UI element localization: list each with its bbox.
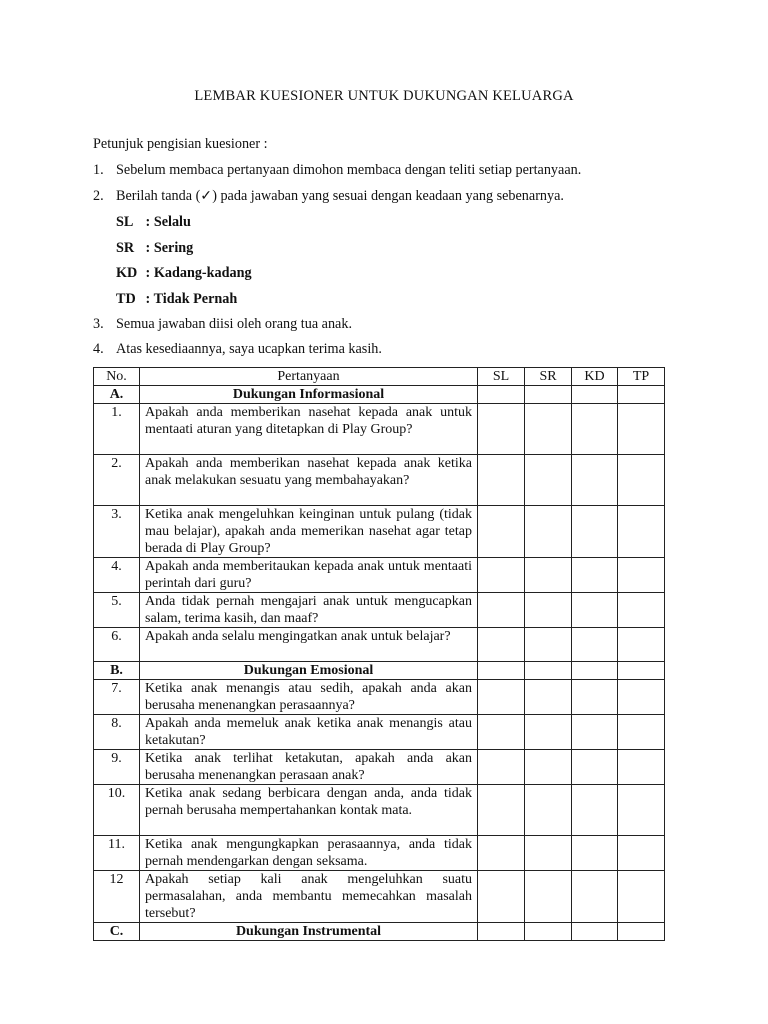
code-separator: : bbox=[142, 240, 154, 256]
answer-cell-kd[interactable] bbox=[572, 455, 618, 506]
question-number: 10. bbox=[94, 785, 140, 836]
table-row bbox=[94, 750, 665, 785]
question-text: Apakah anda selalu mengingatkan anak untuk belajar? bbox=[140, 628, 478, 662]
answer-cell-tp[interactable] bbox=[618, 715, 665, 750]
answer-cell-sl[interactable] bbox=[478, 455, 525, 506]
code-abbr: SR bbox=[116, 240, 135, 256]
answer-cell-sr[interactable] bbox=[525, 558, 572, 593]
table-row bbox=[94, 455, 665, 506]
question-text: Apakah anda memberikan nasehat kepada anak untuk mentaati aturan yang ditetapkan di Play Group? bbox=[140, 404, 478, 455]
answer-cell[interactable] bbox=[478, 923, 525, 941]
question-number: 3. bbox=[94, 506, 140, 558]
question-text: Apakah anda memberitaukan kepada anak untuk mentaati perintah dari guru? bbox=[140, 558, 478, 593]
question-number: 11. bbox=[94, 836, 140, 871]
section-title: Dukungan Instrumental bbox=[140, 923, 478, 941]
answer-cell-sr[interactable] bbox=[525, 680, 572, 715]
question-number: 9. bbox=[94, 750, 140, 785]
section-letter: A. bbox=[94, 386, 140, 404]
table-row bbox=[94, 836, 665, 871]
table-row bbox=[94, 628, 665, 662]
section-letter: C. bbox=[94, 923, 140, 941]
header-question: Pertanyaan bbox=[140, 368, 478, 386]
answer-cell-kd[interactable] bbox=[572, 404, 618, 455]
answer-cell-tp[interactable] bbox=[618, 836, 665, 871]
answer-cell[interactable] bbox=[525, 662, 572, 680]
instruction-number: 2. bbox=[93, 188, 104, 204]
code-selalu bbox=[116, 214, 191, 231]
header-tp: TP bbox=[618, 368, 665, 386]
answer-cell[interactable] bbox=[618, 923, 665, 941]
instruction-text: Berilah tanda (✓) pada jawaban yang sesuai dengan keadaan yang sebenarnya. bbox=[116, 188, 564, 204]
answer-cell-kd[interactable] bbox=[572, 715, 618, 750]
answer-cell[interactable] bbox=[478, 386, 525, 404]
answer-cell-sl[interactable] bbox=[478, 836, 525, 871]
answer-cell-sl[interactable] bbox=[478, 593, 525, 628]
section-letter: B. bbox=[94, 662, 140, 680]
header-sl: SL bbox=[478, 368, 525, 386]
code-meaning: Selalu bbox=[153, 214, 191, 230]
code-separator: : bbox=[142, 214, 154, 230]
code-tidak-pernah bbox=[116, 291, 237, 308]
instruction-text: Sebelum membaca pertanyaan dimohon membaca dengan teliti setiap pertanyaan. bbox=[116, 162, 582, 178]
code-kadang bbox=[116, 265, 252, 282]
answer-cell[interactable] bbox=[618, 662, 665, 680]
instruction-number: 1. bbox=[93, 162, 104, 178]
question-number: 4. bbox=[94, 558, 140, 593]
questionnaire-table bbox=[93, 367, 665, 941]
answer-cell-tp[interactable] bbox=[618, 750, 665, 785]
question-number: 6. bbox=[94, 628, 140, 662]
answer-cell-sr[interactable] bbox=[525, 628, 572, 662]
table-row bbox=[94, 404, 665, 455]
question-text: Ketika anak menangis atau sedih, apakah anda akan berusaha menenangkan perasaannya? bbox=[140, 680, 478, 715]
answer-cell[interactable] bbox=[572, 923, 618, 941]
code-abbr: TD bbox=[116, 291, 136, 307]
code-separator: : bbox=[142, 265, 154, 281]
answer-cell-kd[interactable] bbox=[572, 593, 618, 628]
answer-cell-tp[interactable] bbox=[618, 558, 665, 593]
answer-cell-sr[interactable] bbox=[525, 455, 572, 506]
instruction-text: Semua jawaban diisi oleh orang tua anak. bbox=[116, 316, 352, 332]
question-text: Apakah setiap kali anak mengeluhkan suatu permasalahan, anda membantu memecahkan masalah tersebut? bbox=[140, 871, 478, 923]
answer-cell-tp[interactable] bbox=[618, 628, 665, 662]
answer-cell[interactable] bbox=[525, 923, 572, 941]
instruction-text: Atas kesediaannya, saya ucapkan terima kasih. bbox=[116, 341, 382, 357]
instruction-number: 3. bbox=[93, 316, 104, 332]
answer-cell-sl[interactable] bbox=[478, 750, 525, 785]
answer-cell-sl[interactable] bbox=[478, 715, 525, 750]
answer-cell-sr[interactable] bbox=[525, 785, 572, 836]
answer-cell-sl[interactable] bbox=[478, 558, 525, 593]
question-text: Ketika anak terlihat ketakutan, apakah anda akan berusaha menenangkan perasaan anak? bbox=[140, 750, 478, 785]
question-number: 8. bbox=[94, 715, 140, 750]
question-number: 2. bbox=[94, 455, 140, 506]
answer-cell-kd[interactable] bbox=[572, 871, 618, 923]
section-row bbox=[94, 923, 665, 941]
code-separator: : bbox=[142, 291, 154, 307]
question-text: Ketika anak sedang berbicara dengan anda, anda tidak pernah berusaha mempertahankan kontak mata. bbox=[140, 785, 478, 836]
header-kd: KD bbox=[572, 368, 618, 386]
answer-cell-sl[interactable] bbox=[478, 680, 525, 715]
answer-cell[interactable] bbox=[572, 662, 618, 680]
answer-cell[interactable] bbox=[478, 662, 525, 680]
table-header-row bbox=[94, 368, 665, 386]
answer-cell-sl[interactable] bbox=[478, 871, 525, 923]
header-no: No. bbox=[94, 368, 140, 386]
instruction-number: 4. bbox=[93, 341, 104, 357]
instructions-heading: Petunjuk pengisian kuesioner : bbox=[93, 136, 268, 152]
table-row bbox=[94, 558, 665, 593]
section-row bbox=[94, 386, 665, 404]
answer-cell-sr[interactable] bbox=[525, 836, 572, 871]
answer-cell-kd[interactable] bbox=[572, 506, 618, 558]
answer-cell-kd[interactable] bbox=[572, 628, 618, 662]
answer-cell-kd[interactable] bbox=[572, 558, 618, 593]
answer-cell-tp[interactable] bbox=[618, 506, 665, 558]
section-title: Dukungan Informasional bbox=[140, 386, 478, 404]
header-sr: SR bbox=[525, 368, 572, 386]
code-abbr: SL bbox=[116, 214, 134, 230]
answer-cell-kd[interactable] bbox=[572, 750, 618, 785]
question-text: Ketika anak mengeluhkan keinginan untuk pulang (tidak mau belajar), apakah anda memerikan nasehat agar tetap berada di Play Group? bbox=[140, 506, 478, 558]
question-text: Anda tidak pernah mengajari anak untuk mengucapkan salam, terima kasih, dan maaf? bbox=[140, 593, 478, 628]
question-text: Apakah anda memberikan nasehat kepada anak ketika anak melakukan sesuatu yang membahayakan? bbox=[140, 455, 478, 506]
code-meaning: Tidak Pernah bbox=[153, 291, 238, 307]
answer-cell[interactable] bbox=[572, 386, 618, 404]
table-row bbox=[94, 680, 665, 715]
answer-cell-tp[interactable] bbox=[618, 871, 665, 923]
code-meaning: Kadang-kadang bbox=[153, 265, 252, 281]
code-meaning: Sering bbox=[153, 240, 194, 256]
answer-cell-kd[interactable] bbox=[572, 680, 618, 715]
document-title: LEMBAR KUESIONER UNTUK DUKUNGAN KELUARGA bbox=[194, 88, 574, 104]
table-row bbox=[94, 715, 665, 750]
question-number: 5. bbox=[94, 593, 140, 628]
answer-cell-tp[interactable] bbox=[618, 404, 665, 455]
answer-cell-tp[interactable] bbox=[618, 680, 665, 715]
answer-cell[interactable] bbox=[525, 386, 572, 404]
question-number: 12 bbox=[94, 871, 140, 923]
code-sering bbox=[116, 240, 193, 257]
answer-cell-sl[interactable] bbox=[478, 506, 525, 558]
question-text: Apakah anda memeluk anak ketika anak menangis atau ketakutan? bbox=[140, 715, 478, 750]
answer-cell-kd[interactable] bbox=[572, 836, 618, 871]
question-text: Ketika anak mengungkapkan perasaannya, anda tidak pernah mendengarkan dengan seksama. bbox=[140, 836, 478, 871]
answer-cell-tp[interactable] bbox=[618, 785, 665, 836]
answer-cell-tp[interactable] bbox=[618, 593, 665, 628]
table-row bbox=[94, 593, 665, 628]
table-row bbox=[94, 871, 665, 923]
section-row bbox=[94, 662, 665, 680]
question-number: 7. bbox=[94, 680, 140, 715]
code-abbr: KD bbox=[116, 265, 138, 281]
answer-cell-sr[interactable] bbox=[525, 506, 572, 558]
question-number: 1. bbox=[94, 404, 140, 455]
answer-cell-sl[interactable] bbox=[478, 628, 525, 662]
answer-cell-sr[interactable] bbox=[525, 750, 572, 785]
answer-cell-sr[interactable] bbox=[525, 593, 572, 628]
answer-cell[interactable] bbox=[618, 386, 665, 404]
answer-cell-tp[interactable] bbox=[618, 455, 665, 506]
answer-cell-sl[interactable] bbox=[478, 785, 525, 836]
answer-cell-kd[interactable] bbox=[572, 785, 618, 836]
table-row bbox=[94, 785, 665, 836]
answer-cell-sl[interactable] bbox=[478, 404, 525, 455]
answer-cell-sr[interactable] bbox=[525, 404, 572, 455]
answer-cell-sr[interactable] bbox=[525, 715, 572, 750]
section-title: Dukungan Emosional bbox=[140, 662, 478, 680]
answer-cell-sr[interactable] bbox=[525, 871, 572, 923]
table-row bbox=[94, 506, 665, 558]
